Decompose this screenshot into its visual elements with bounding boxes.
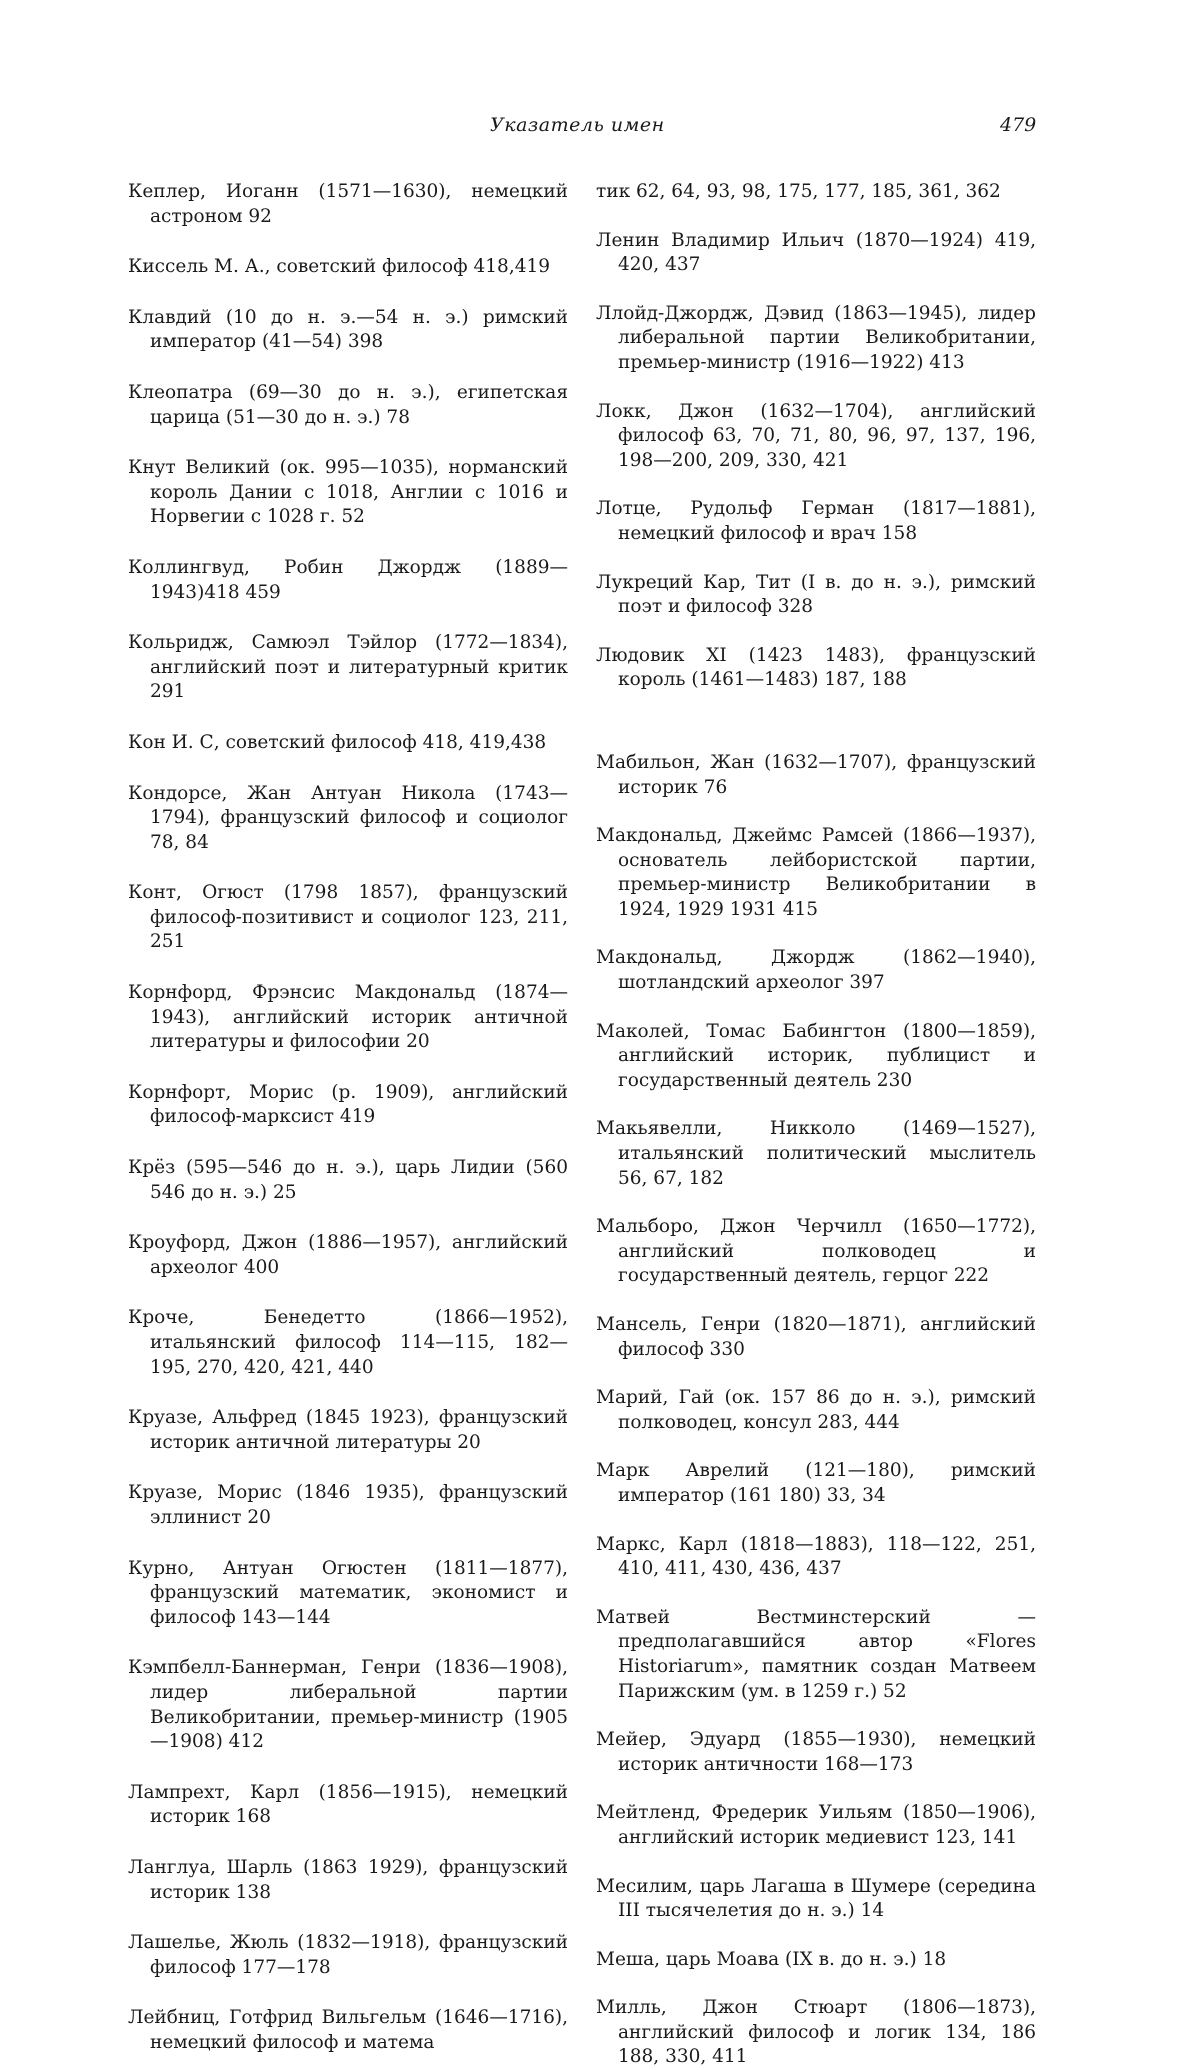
index-entry: Ланглуа, Шарль (1863 1929), французский историк 138: [128, 1856, 568, 1903]
index-entry: Кольридж, Самюэл Тэйлор (1772—1834), английский поэт и литературный критик 291: [128, 632, 568, 703]
index-entry: Лампрехт, Карл (1856—1915), немецкий историк 168: [128, 1781, 568, 1828]
index-entry: Матвей Вестминстерский — предполагавшийся автор «Flores Historiarum», памятник создан Матвеем Парижским (ум. в 1259 г.) 52: [596, 1606, 1036, 1702]
index-entry: Клавдий (10 до н. э.—54 н. э.) римский император (41—54) 398: [128, 306, 568, 353]
index-entry: Кнут Великий (ок. 995—1035), норманский король Дании с 1018, Англии с 1016 и Норвегии с 1028 г. 52: [128, 457, 568, 528]
index-entry: Ленин Владимир Ильич (1870—1924) 419, 420, 437: [596, 229, 1036, 276]
index-entry: тик 62, 64, 93, 98, 175, 177, 185, 361, 362: [596, 181, 1001, 202]
index-entry: Кроче, Бенедетто (1866—1952), итальянский философ 114—115, 182—195, 270, 420, 421, 440: [128, 1307, 568, 1378]
index-entry: Корнфорт, Морис (р. 1909), английский философ-марксист 419: [128, 1081, 568, 1128]
index-entry: Лукреций Кар, Тит (I в. до н. э.), римский поэт и философ 328: [596, 571, 1036, 618]
index-entry: Конт, Огюст (1798 1857), французский философ-позитивист и социолог 123, 211, 251: [128, 882, 568, 953]
index-entry: Кон И. С, советский философ 418, 419,438: [128, 731, 547, 753]
index-entry: Маркс, Карл (1818—1883), 118—122, 251, 410, 411, 430, 436, 437: [596, 1533, 1036, 1580]
index-entry: Мальборо, Джон Черчилл (1650—1772), английский полководец и государственный деятель, герцог 222: [596, 1216, 1036, 1287]
index-entry: Макдональд, Джеймс Рамсей (1866—1937), основатель лейбористской партии, премьер-министр Великобритании в 1924, 1929 1931 415: [596, 825, 1036, 920]
index-column-left: [128, 180, 568, 2055]
index-entry: Коллингвуд, Робин Джордж (1889—1943)418 459: [128, 556, 568, 603]
index-entry: Мабильон, Жан (1632—1707), французский историк 76: [596, 751, 1036, 798]
index-entry: Мейер, Эдуард (1855—1930), немецкий историк античности 168—173: [596, 1729, 1036, 1775]
index-entry: Кроуфорд, Джон (1886—1957), английский археолог 400: [128, 1232, 568, 1278]
index-entry: Марк Аврелий (121—180), римский император (161 180) 33, 34: [596, 1460, 1036, 1506]
index-entry: Месилим, царь Лагаша в Шумере (середина III тысячелетия до н. э.) 14: [596, 1875, 1036, 1922]
index-entry: Киссель М. А., советский философ 418,419: [128, 256, 551, 278]
index-entry: Лейбниц, Готфрид Вильгельм (1646—1716), немецкий философ и матема: [128, 2007, 568, 2053]
index-entry: Людовик XI (1423 1483), французский король (1461—1483) 187, 188: [596, 644, 1036, 691]
index-entry: Милль, Джон Стюарт (1806—1873), английский философ и логик 134, 186 188, 330, 411: [596, 1997, 1036, 2068]
index-entry: Кэмпбелл-Баннерман, Генри (1836—1908), лидер либеральной партии Великобритании, премьер-министр (1905—1908) 412: [128, 1657, 568, 1753]
index-column-right: [596, 180, 1036, 2070]
running-title: Указатель имен: [490, 114, 665, 136]
index-entry: Кондорсе, Жан Антуан Никола (1743—1794), французский философ и социолог 78, 84: [128, 782, 568, 853]
index-entry: Ллойд-Джордж, Дэвид (1863—1945), лидер либеральной партии Великобритании, премьер-министр (1916—1922) 413: [596, 302, 1036, 373]
page-number: 479: [1000, 114, 1037, 136]
index-entry: Лотце, Рудольф Герман (1817—1881), немецкий философ и врач 158: [596, 498, 1036, 544]
index-entry: Клеопатра (69—30 до н. э.), египетская царица (51—30 до н. э.) 78: [128, 381, 568, 428]
page-header: [0, 100, 1200, 140]
index-entry: Курно, Антуан Огюстен (1811—1877), французский математик, экономист и философ 143—144: [128, 1557, 568, 1628]
index-entry: Мейтленд, Фредерик Уильям (1850—1906), английский историк медиевист 123, 141: [596, 1802, 1036, 1848]
index-entry: Маколей, Томас Бабингтон (1800—1859), английский историк, публицист и государственный деятель 230: [596, 1020, 1036, 1091]
index-entry: Круазе, Морис (1846 1935), французский эллинист 20: [128, 1482, 568, 1528]
index-entry: Локк, Джон (1632—1704), английский философ 63, 70, 71, 80, 96, 97, 137, 196, 198—200, 209, 330, 421: [596, 400, 1036, 471]
index-entry: Меша, царь Моава (IX в. до н. э.) 18: [596, 1948, 947, 1970]
index-entry: Корнфорд, Фрэнсис Макдональд (1874—1943), английский историк античной литературы и философии 20: [128, 982, 568, 1053]
index-entry: Лашелье, Жюль (1832—1918), французский философ 177—178: [128, 1932, 568, 1978]
index-entry: Макьявелли, Никколо (1469—1527), итальянский политический мыслитель 56, 67, 182: [596, 1118, 1036, 1189]
index-entry: Марий, Гай (ок. 157 86 до н. э.), римский полководец, консул 283, 444: [596, 1387, 1036, 1433]
index-entry: Крёз (595—546 до н. э.), царь Лидии (560 546 до н. э.) 25: [128, 1157, 568, 1203]
index-entry: Макдональд, Джордж (1862—1940), шотландский археолог 397: [596, 947, 1036, 994]
index-entry: Мансель, Генри (1820—1871), английский философ 330: [596, 1314, 1036, 1360]
index-entry: Кеплер, Иоганн (1571—1630), немецкий астроном 92: [128, 181, 568, 227]
index-entry: Круазе, Альфред (1845 1923), французский историк античной литературы 20: [128, 1407, 568, 1453]
